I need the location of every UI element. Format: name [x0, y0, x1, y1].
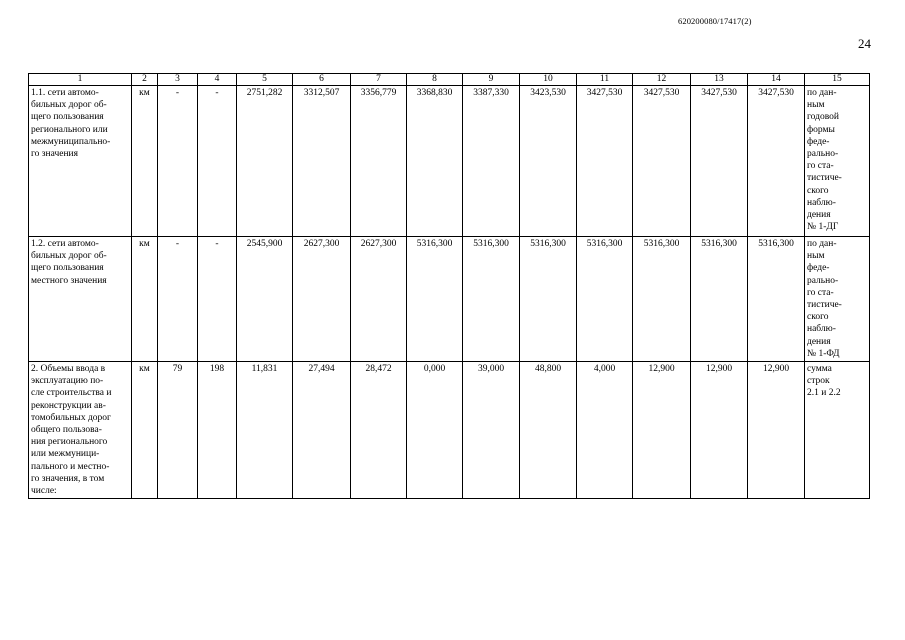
table-row — [29, 237, 870, 362]
row-name: 1.1. сети автомо- бильных дорог об- щего пользования регионального или межмуниципально- го значения — [29, 86, 132, 237]
table-cell: 11,831 — [237, 362, 293, 499]
table-cell: 12,900 — [748, 362, 805, 499]
column-number: 10 — [520, 74, 577, 86]
table-cell: 5316,300 — [407, 237, 463, 362]
table-cell: 0,000 — [407, 362, 463, 499]
column-number: 11 — [577, 74, 633, 86]
column-number: 12 — [633, 74, 691, 86]
table-cell: 3368,830 — [407, 86, 463, 237]
column-number: 4 — [198, 74, 237, 86]
table-cell: 3387,330 — [463, 86, 520, 237]
table-cell: - — [158, 86, 198, 237]
row-note: по дан- ным годовой формы феде- рально- го ста- тистиче- ского наблю- дения № 1-ДГ — [805, 86, 870, 237]
table-cell: 3423,530 — [520, 86, 577, 237]
table-cell: 3427,530 — [691, 86, 748, 237]
column-number: 14 — [748, 74, 805, 86]
table-cell: 198 — [198, 362, 237, 499]
table-cell: 5316,300 — [633, 237, 691, 362]
page-number: 24 — [858, 36, 871, 51]
table-cell: 5316,300 — [463, 237, 520, 362]
table-cell: 27,494 — [293, 362, 351, 499]
table-row — [29, 86, 870, 237]
column-number: 2 — [132, 74, 158, 86]
row-name: 1.2. сети автомо- бильных дорог об- щего пользования местного значения — [29, 237, 132, 362]
table-cell: 5316,300 — [520, 237, 577, 362]
table-cell: 2545,900 — [237, 237, 293, 362]
table-row — [29, 362, 870, 499]
table-cell: 3427,530 — [748, 86, 805, 237]
table-cell: 3427,530 — [633, 86, 691, 237]
row-note: по дан- ным феде- рально- го ста- тистиче- ского наблю- дения № 1-ФД — [805, 237, 870, 362]
column-number: 3 — [158, 74, 198, 86]
table-cell: 3356,779 — [351, 86, 407, 237]
column-number: 9 — [463, 74, 520, 86]
table-cell: 4,000 — [577, 362, 633, 499]
table-cell: - — [198, 86, 237, 237]
table-cell: 2751,282 — [237, 86, 293, 237]
document-id: 620200080/17417(2) — [678, 16, 752, 26]
table-cell: 5316,300 — [577, 237, 633, 362]
row-unit: км — [132, 86, 158, 237]
table-cell: 79 — [158, 362, 198, 499]
column-number: 7 — [351, 74, 407, 86]
table-cell: 12,900 — [691, 362, 748, 499]
table-cell: 2627,300 — [293, 237, 351, 362]
column-number-row — [29, 74, 870, 86]
column-number: 13 — [691, 74, 748, 86]
table-cell: 2627,300 — [351, 237, 407, 362]
table-cell: 3312,507 — [293, 86, 351, 237]
row-name: 2. Объемы ввода в эксплуатацию по- сле строительства и реконструкции ав- томобильных дорог общего пользова- ния регионального или межмуници- пального и местно- го значения, в том числе: — [29, 362, 132, 499]
table-cell: 12,900 — [633, 362, 691, 499]
row-note: сумма строк 2.1 и 2.2 — [805, 362, 870, 499]
table-cell: 5316,300 — [691, 237, 748, 362]
data-table — [28, 73, 870, 499]
table-cell: 48,800 — [520, 362, 577, 499]
table-cell: 3427,530 — [577, 86, 633, 237]
table-cell: - — [198, 237, 237, 362]
column-number: 1 — [29, 74, 132, 86]
column-number: 5 — [237, 74, 293, 86]
table-cell: - — [158, 237, 198, 362]
row-unit: км — [132, 362, 158, 499]
table-cell: 39,000 — [463, 362, 520, 499]
table-cell: 28,472 — [351, 362, 407, 499]
column-number: 15 — [805, 74, 870, 86]
column-number: 8 — [407, 74, 463, 86]
column-number: 6 — [293, 74, 351, 86]
row-unit: км — [132, 237, 158, 362]
table-cell: 5316,300 — [748, 237, 805, 362]
